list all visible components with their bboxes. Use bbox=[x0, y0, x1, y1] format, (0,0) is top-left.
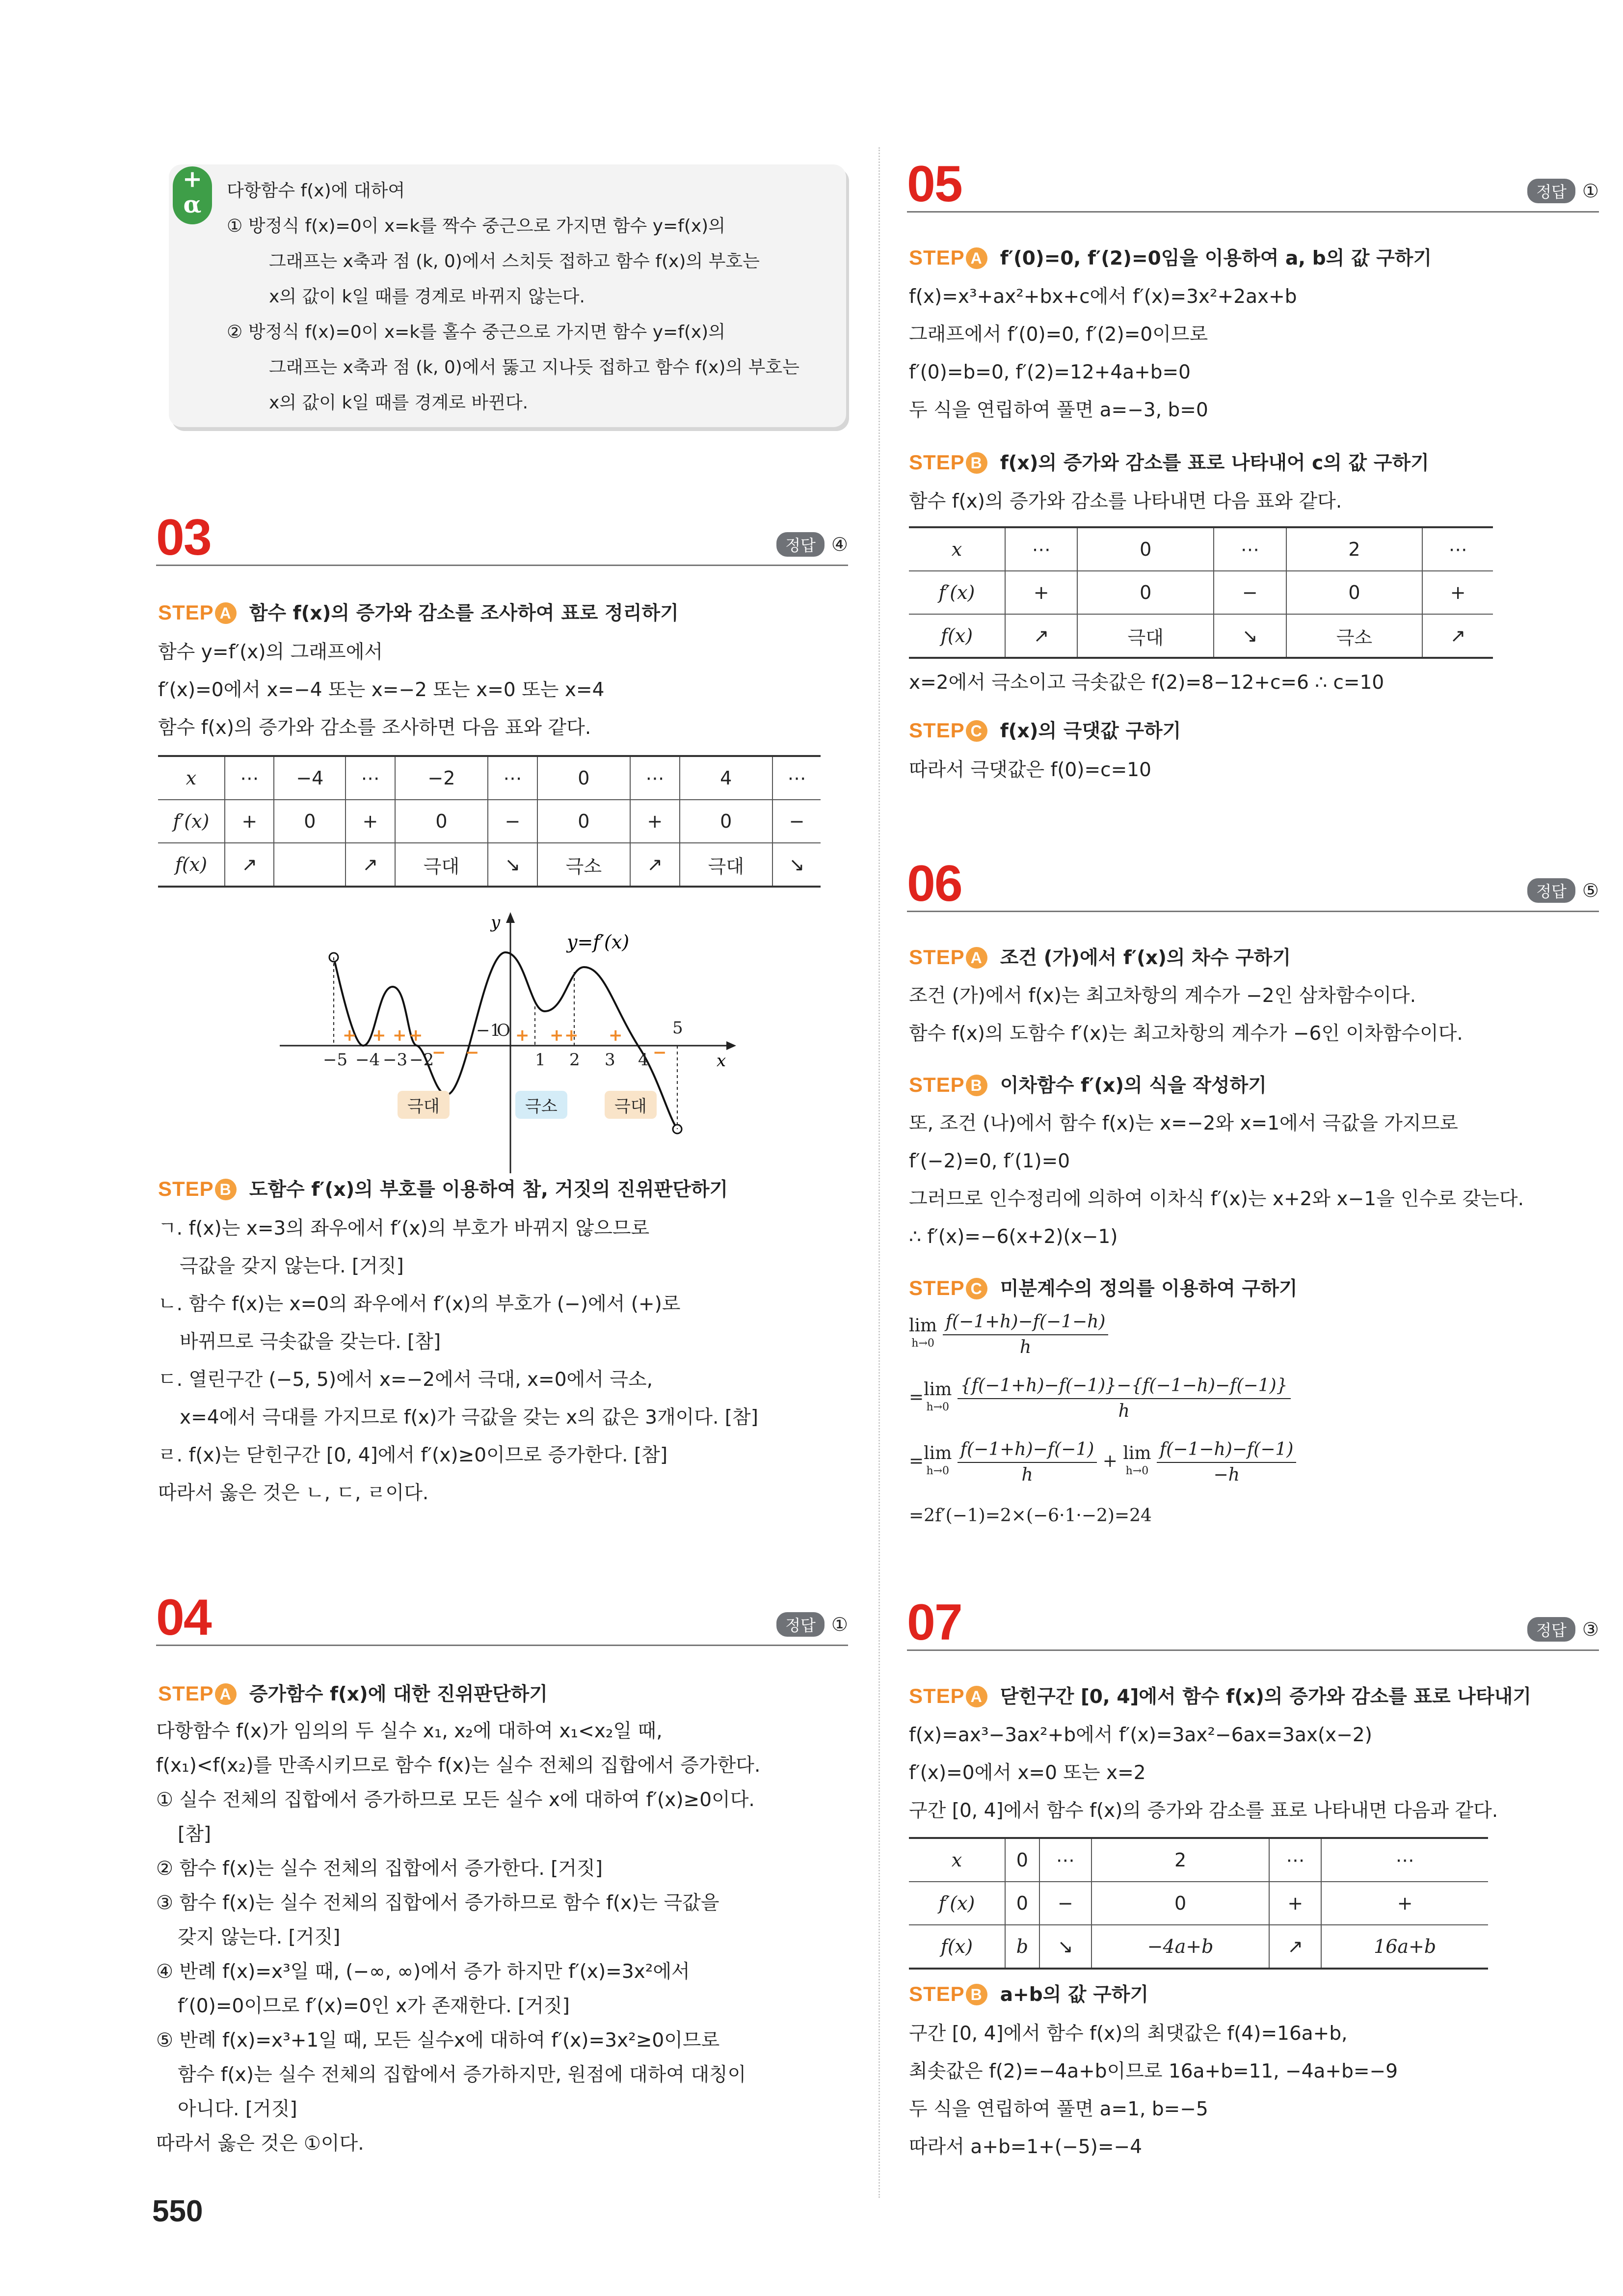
answer-badge: 정답 bbox=[1527, 1617, 1575, 1642]
table-cell: 2 bbox=[1286, 527, 1423, 571]
table-cell: ⋯ bbox=[346, 756, 395, 800]
table-cell: x bbox=[909, 527, 1005, 571]
step-b-heading: STEP B 이차함수 f′(x)의 식을 작성하기 bbox=[909, 1073, 1267, 1097]
table-cell: 0 bbox=[274, 800, 346, 843]
text-line: 함수 y=f′(x)의 그래프에서 bbox=[158, 641, 383, 663]
table-cell: − bbox=[1039, 1882, 1091, 1925]
table-cell: 0 bbox=[1077, 527, 1214, 571]
svg-text:+: + bbox=[550, 1026, 564, 1045]
svg-text:+: + bbox=[515, 1026, 530, 1045]
answer-value: ⑤ bbox=[1582, 880, 1599, 901]
answer-value: ③ bbox=[1582, 1619, 1599, 1640]
table-cell: −4 bbox=[274, 756, 346, 800]
table-cell: − bbox=[488, 800, 537, 843]
derivation-row-1 bbox=[909, 1310, 1296, 1374]
table-row bbox=[909, 1925, 1488, 1969]
problem-03-table bbox=[158, 755, 821, 888]
problem-03-step-a-text bbox=[158, 633, 604, 747]
answer-value: ① bbox=[1582, 180, 1599, 202]
step-b-heading: STEP B 도함수 f′(x)의 부호를 이용하여 참, 거짓의 진위판단하기 bbox=[158, 1177, 728, 1201]
table-cell: −2 bbox=[395, 756, 488, 800]
step-a-heading: STEP A 닫힌구간 [0, 4]에서 함수 f(x)의 증가와 감소를 표로 나타내기 bbox=[909, 1684, 1531, 1708]
table-cell: 극소 bbox=[1286, 614, 1423, 658]
fraction: $\frac{f(-1+h)-f(-1-h)}{h}$ bbox=[943, 1310, 1109, 1360]
table-cell: ↗ bbox=[1422, 614, 1493, 658]
answer bbox=[1527, 179, 1599, 203]
step-c-heading: STEP C f(x)의 극댓값 구하기 bbox=[909, 719, 1181, 742]
text-line: 구간 [0, 4]에서 함수 f(x)의 최댓값은 f(4)=16a+b, bbox=[909, 2023, 1348, 2045]
step-title: 이차함수 f′(x)의 식을 작성하기 bbox=[1000, 1075, 1267, 1097]
table-row bbox=[909, 614, 1493, 658]
table-cell: ↗ bbox=[225, 843, 274, 887]
text-line: 다항함수 f(x)가 임의의 두 실수 x₁, x₂에 대하여 x₁<x₂일 때, bbox=[156, 1720, 663, 1742]
text-line: f(x₁)<f(x₂)를 만족시키므로 함수 f(x)는 실수 전체의 집합에서 증가한다. bbox=[156, 1755, 761, 1777]
tip-line: ① 방정식 f(x)=0이 x=k를 짝수 중근으로 가지면 함수 y=f(x)의 bbox=[227, 216, 726, 236]
table-cell: − bbox=[772, 800, 821, 843]
table-cell: f(x) bbox=[909, 614, 1005, 658]
lim-operator: lim h→0 bbox=[909, 1316, 937, 1350]
text-line: ㄱ. f(x)는 x=3의 좌우에서 f′(x)의 부호가 바뀌지 않으므로 bbox=[158, 1217, 650, 1240]
problem-07-table bbox=[909, 1837, 1488, 1970]
answer bbox=[776, 1612, 848, 1637]
table-row bbox=[909, 571, 1493, 614]
svg-text:−: − bbox=[432, 1043, 446, 1062]
text-line: 따라서 옳은 것은 ㄴ, ㄷ, ㄹ이다. bbox=[158, 1482, 429, 1504]
problem-03-header bbox=[156, 511, 848, 566]
tip-line: 그래프는 x축과 점 (k, 0)에서 뚫고 지나듯 접하고 함수 f(x)의 부호는 bbox=[269, 357, 799, 378]
text-line: [참] bbox=[178, 1823, 212, 1845]
text-line: 따라서 극댓값은 f(0)=c=10 bbox=[909, 759, 1151, 781]
tick-label: −3 bbox=[383, 1050, 408, 1070]
answer bbox=[1527, 1617, 1599, 1642]
table-cell: f′(x) bbox=[909, 571, 1005, 614]
svg-text:+: + bbox=[609, 1026, 623, 1045]
step-c-heading: STEP C 미분계수의 정의를 이용하여 구하기 bbox=[909, 1276, 1298, 1300]
problem-07-step-a-text bbox=[909, 1716, 1498, 1830]
step-a-heading: STEP A 함수 f(x)의 증가와 감소를 조사하여 표로 정리하기 bbox=[158, 601, 679, 624]
text-line: 함수 f(x)의 증가와 감소를 조사하면 다음 표와 같다. bbox=[158, 717, 591, 739]
text-line: 함수 f(x)의 도함수 f′(x)는 최고차항의 계수가 −6인 이차함수이다. bbox=[909, 1023, 1463, 1045]
step-badge: B bbox=[966, 452, 987, 474]
x-axis-arrow bbox=[726, 1041, 736, 1050]
step-a-heading: STEP A 조건 (가)에서 f′(x)의 차수 구하기 bbox=[909, 945, 1291, 969]
table-row bbox=[158, 800, 821, 843]
table-cell: 4 bbox=[680, 756, 772, 800]
problem-05-header bbox=[907, 157, 1599, 213]
plus-alpha-icon: + α bbox=[173, 166, 212, 224]
table-cell: + bbox=[1269, 1882, 1321, 1925]
text-line: ③ 함수 f(x)는 실수 전체의 집합에서 증가하므로 함수 f(x)는 극값을 bbox=[156, 1892, 719, 1914]
lim-operator: lim h→0 bbox=[924, 1379, 952, 1413]
step-title: f′(0)=0, f′(2)=0임을 이용하여 a, b의 값 구하기 bbox=[1000, 247, 1432, 270]
derivation-row-2: =lim h→0 $\frac{\{f(-1+h)-f(-1)\}-\{f(-1-h)-f(-1)\}}{h}$ bbox=[909, 1374, 1296, 1437]
table-cell: ⋯ bbox=[1005, 527, 1077, 571]
step-badge: B bbox=[966, 1075, 987, 1096]
text-line: 최솟값은 f(2)=−4a+b이므로 16a+b=11, −4a+b=−9 bbox=[909, 2060, 1398, 2082]
step-b-heading: STEP B f(x)의 증가와 감소를 표로 나타내어 c의 값 구하기 bbox=[909, 451, 1429, 474]
step-badge: A bbox=[215, 602, 237, 624]
problem-05-table bbox=[909, 526, 1493, 659]
problem-number: 05 bbox=[907, 156, 962, 213]
table-cell: ⋯ bbox=[1039, 1838, 1091, 1882]
table-cell: f′(x) bbox=[158, 800, 225, 843]
tick-label: 4 bbox=[638, 1050, 649, 1070]
table-cell: b bbox=[1005, 1925, 1039, 1969]
text-line: 따라서 a+b=1+(−5)=−4 bbox=[909, 2136, 1143, 2158]
local-max-label: 극대 bbox=[398, 1091, 450, 1119]
table-cell: 16a+b bbox=[1321, 1925, 1488, 1969]
step-title: a+b의 값 구하기 bbox=[1000, 1984, 1149, 2006]
answer-value: ④ bbox=[831, 534, 848, 555]
table-cell: + bbox=[225, 800, 274, 843]
table-row bbox=[158, 843, 821, 887]
page-number: 550 bbox=[152, 2194, 203, 2228]
step-title: 닫힌구간 [0, 4]에서 함수 f(x)의 증가와 감소를 표로 나타내기 bbox=[1000, 1686, 1531, 1708]
table-cell: f′(x) bbox=[909, 1882, 1005, 1925]
problem-07-step-b-text bbox=[909, 2015, 1398, 2166]
table-cell: + bbox=[346, 800, 395, 843]
table-cell: 0 bbox=[680, 800, 772, 843]
text-line: 극값을 갖지 않는다. [거짓] bbox=[180, 1255, 404, 1277]
column-divider bbox=[878, 147, 880, 2198]
tick-label: −5 bbox=[323, 1050, 348, 1070]
table-cell: 극대 bbox=[680, 843, 772, 887]
y-axis-label: y bbox=[491, 913, 501, 932]
table-cell: ↘ bbox=[488, 843, 537, 887]
table-cell: ⋯ bbox=[1214, 527, 1286, 571]
text-line: f(x)=ax³−3ax²+b에서 f′(x)=3ax²−6ax=3ax(x−2) bbox=[909, 1724, 1372, 1746]
text-line: 함수 f(x)는 실수 전체의 집합에서 증가하지만, 원점에 대하여 대칭이 bbox=[178, 2064, 746, 2086]
table-cell: 0 bbox=[1005, 1882, 1039, 1925]
table-cell: ↘ bbox=[1039, 1925, 1091, 1969]
problem-05-step-b-text bbox=[909, 483, 1342, 520]
step-badge: C bbox=[966, 720, 987, 742]
table-row bbox=[909, 1838, 1488, 1882]
tick-label: 1 bbox=[535, 1050, 546, 1070]
fraction: $\frac{\{f(-1+h)-f(-1)\}-\{f(-1-h)-f(-1)\}}{h}$ bbox=[958, 1374, 1291, 1424]
text-line: 따라서 옳은 것은 ①이다. bbox=[156, 2133, 364, 2155]
step-badge: A bbox=[215, 1683, 237, 1705]
fraction: $\frac{f(-1-h)-f(-1)}{-h}$ bbox=[1157, 1437, 1296, 1487]
step-title: 증가함수 f(x)에 대한 진위판단하기 bbox=[249, 1683, 548, 1705]
tick-label: −2 bbox=[409, 1050, 434, 1070]
table-cell: − bbox=[1214, 571, 1286, 614]
problem-05-step-a-text bbox=[909, 278, 1297, 429]
problem-07-header bbox=[907, 1595, 1599, 1651]
table-cell: ⋯ bbox=[1422, 527, 1493, 571]
fraction: $\frac{f(-1+h)-f(-1)}{h}$ bbox=[958, 1437, 1097, 1487]
text-line: 그러므로 인수정리에 의하여 이차식 f′(x)는 x+2와 x−1을 인수로 갖는다. bbox=[909, 1188, 1524, 1210]
svg-text:+: + bbox=[409, 1026, 423, 1045]
problem-04-header bbox=[156, 1591, 848, 1646]
table-cell: −4a+b bbox=[1091, 1925, 1270, 1969]
tip-line: 그래프는 x축과 점 (k, 0)에서 스치듯 접하고 함수 f(x)의 부호는 bbox=[269, 251, 760, 271]
tick-label: 5 bbox=[672, 1018, 683, 1038]
problem-number: 03 bbox=[156, 509, 211, 566]
step-badge: B bbox=[215, 1179, 237, 1200]
table-row bbox=[909, 527, 1493, 571]
table-cell: ↗ bbox=[1269, 1925, 1321, 1969]
text-line: 또, 조건 (나)에서 함수 f(x)는 x=−2와 x=1에서 극값을 가지므로 bbox=[909, 1112, 1458, 1134]
step-title: 미분계수의 정의를 이용하여 구하기 bbox=[1000, 1278, 1298, 1300]
step-title: f(x)의 증가와 감소를 표로 나타내어 c의 값 구하기 bbox=[1000, 452, 1429, 474]
lim-operator: lim h→0 bbox=[1123, 1443, 1151, 1477]
text-line: 아니다. [거짓] bbox=[178, 2098, 297, 2120]
table-cell: 0 bbox=[1286, 571, 1423, 614]
table-cell: 0 bbox=[1077, 571, 1214, 614]
table-cell: ⋯ bbox=[1321, 1838, 1488, 1882]
table-cell: ↘ bbox=[772, 843, 821, 887]
text-line: ∴ f′(x)=−6(x+2)(x−1) bbox=[909, 1226, 1118, 1248]
tip-line: x의 값이 k일 때를 경계로 바뀐다. bbox=[269, 393, 529, 413]
table-cell: + bbox=[1005, 571, 1077, 614]
problem-number: 04 bbox=[156, 1589, 211, 1646]
table-cell: 2 bbox=[1091, 1838, 1270, 1882]
y-axis-arrow bbox=[506, 912, 515, 923]
tick-label: O bbox=[497, 1021, 510, 1040]
text-line: f(x)=x³+ax²+bx+c에서 f′(x)=3x²+2ax+b bbox=[909, 286, 1297, 308]
problem-06-step-b-text bbox=[909, 1105, 1524, 1256]
lim-operator: lim h→0 bbox=[924, 1443, 952, 1477]
text-line: ① 실수 전체의 집합에서 증가하므로 모든 실수 x에 대하여 f′(x)≥0이다. bbox=[156, 1789, 755, 1811]
step-badge: B bbox=[966, 1984, 987, 2005]
table-cell: ↗ bbox=[346, 843, 395, 887]
table-cell: ⋯ bbox=[772, 756, 821, 800]
table-cell: + bbox=[1422, 571, 1493, 614]
table-cell: 극대 bbox=[1077, 614, 1214, 658]
answer-value: ① bbox=[831, 1614, 848, 1635]
step-a-heading: STEP A 증가함수 f(x)에 대한 진위판단하기 bbox=[158, 1682, 548, 1705]
svg-text:−: − bbox=[653, 1043, 667, 1062]
table-cell: ⋯ bbox=[488, 756, 537, 800]
answer-badge: 정답 bbox=[776, 532, 825, 557]
problem-03-step-b-text bbox=[158, 1210, 758, 1512]
step-badge: A bbox=[966, 1686, 987, 1707]
problem-06-header bbox=[907, 857, 1599, 912]
table-cell: 극대 bbox=[395, 843, 488, 887]
table-cell: 0 bbox=[537, 800, 630, 843]
text-line: 구간 [0, 4]에서 함수 f(x)의 증가와 감소를 표로 나타내면 다음과 같다. bbox=[909, 1800, 1498, 1822]
step-title: f(x)의 극댓값 구하기 bbox=[1000, 720, 1181, 742]
text-line: x=2에서 극소이고 극솟값은 f(2)=8−12+c=6 ∴ c=10 bbox=[909, 672, 1384, 694]
text-line: ㄷ. 열린구간 (−5, 5)에서 x=−2에서 극대, x=0에서 극소, bbox=[158, 1369, 653, 1391]
text-line: ㄴ. 함수 f(x)는 x=0의 좌우에서 f′(x)의 부호가 (−)에서 (+)로 bbox=[158, 1293, 681, 1315]
table-cell: f(x) bbox=[909, 1925, 1005, 1969]
text-line: ⑤ 반례 f(x)=x³+1일 때, 모든 실수x에 대하여 f′(x)=3x²≥0이므로 bbox=[156, 2029, 720, 2052]
svg-text:+: + bbox=[343, 1026, 357, 1045]
answer-badge: 정답 bbox=[776, 1612, 825, 1637]
tip-line: ② 방정식 f(x)=0이 x=k를 홀수 중근으로 가지면 함수 y=f(x)의 bbox=[227, 322, 726, 342]
answer bbox=[1527, 878, 1599, 903]
table-cell: ↗ bbox=[630, 843, 679, 887]
table-cell: 0 bbox=[1005, 1838, 1039, 1882]
text-line: ㄹ. f(x)는 닫힌구간 [0, 4]에서 f′(x)≥0이므로 증가한다. [참] bbox=[158, 1444, 668, 1466]
svg-text:+: + bbox=[393, 1026, 407, 1045]
step-badge: C bbox=[966, 1278, 987, 1299]
derivation-row-3: =lim h→0 $\frac{f(-1+h)-f(-1)}{h}$ + lim h→0 $\frac{f(-1-h)-f(-1)}{-h}$ bbox=[909, 1437, 1296, 1501]
table-cell: + bbox=[1321, 1882, 1488, 1925]
table-row bbox=[158, 756, 821, 800]
limit-derivation bbox=[909, 1310, 1296, 1531]
text-line: f′(0)=0이므로 f′(x)=0인 x가 존재한다. [거짓] bbox=[178, 1995, 570, 2017]
table-cell: ↗ bbox=[1005, 614, 1077, 658]
x-axis-label: x bbox=[717, 1051, 726, 1071]
text-line: 조건 (가)에서 f(x)는 최고차항의 계수가 −2인 삼차함수이다. bbox=[909, 985, 1416, 1007]
local-max-label: 극대 bbox=[605, 1091, 657, 1119]
answer-badge: 정답 bbox=[1527, 179, 1575, 203]
table-cell: 0 bbox=[1091, 1882, 1270, 1925]
table-cell: x bbox=[158, 756, 225, 800]
graph-svg bbox=[260, 908, 756, 1183]
table-cell: 0 bbox=[537, 756, 630, 800]
local-min-label: 극소 bbox=[515, 1091, 567, 1119]
problem-number: 06 bbox=[907, 855, 962, 912]
tip-box bbox=[169, 164, 846, 427]
problem-05-step-c-text bbox=[909, 751, 1151, 789]
function-label: y=f′(x) bbox=[567, 931, 630, 953]
text-line: f′(x)=0에서 x=−4 또는 x=−2 또는 x=0 또는 x=4 bbox=[158, 679, 605, 701]
problem-04-text bbox=[156, 1714, 760, 2161]
svg-text:+: + bbox=[564, 1026, 579, 1045]
text-line: ② 함수 f(x)는 실수 전체의 집합에서 증가한다. [거짓] bbox=[156, 1858, 603, 1880]
table-cell: f(x) bbox=[158, 843, 225, 887]
derivation-result: =2f′(−1)=2×(−6·1·−2)=24 bbox=[909, 1506, 1152, 1526]
table-cell: ⋯ bbox=[1269, 1838, 1321, 1882]
text-line: ④ 반례 f(x)=x³일 때, (−∞, ∞)에서 증가 하지만 f′(x)=3x²에서 bbox=[156, 1961, 690, 1983]
tip-line: 다항함수 f(x)에 대하여 bbox=[227, 181, 405, 201]
text-line: f′(−2)=0, f′(1)=0 bbox=[909, 1150, 1070, 1172]
table-cell: 극소 bbox=[537, 843, 630, 887]
text-line: 함수 f(x)의 증가와 감소를 나타내면 다음 표와 같다. bbox=[909, 490, 1342, 513]
derivative-graph bbox=[260, 908, 756, 1183]
svg-text:−: − bbox=[465, 1043, 479, 1062]
text-line: 바뀌므로 극솟값을 갖는다. [참] bbox=[180, 1331, 441, 1353]
table-cell bbox=[274, 843, 346, 887]
table-cell: x bbox=[909, 1838, 1005, 1882]
step-title: 조건 (가)에서 f′(x)의 차수 구하기 bbox=[1000, 947, 1291, 969]
problem-05-step-b-result bbox=[909, 664, 1384, 702]
tick-label: −4 bbox=[355, 1050, 380, 1070]
text-line: 그래프에서 f′(0)=0, f′(2)=0이므로 bbox=[909, 324, 1208, 346]
step-badge: A bbox=[966, 947, 987, 969]
problem-06-step-a-text bbox=[909, 977, 1463, 1053]
answer-badge: 정답 bbox=[1527, 878, 1575, 903]
step-title: 도함수 f′(x)의 부호를 이용하여 참, 거짓의 진위판단하기 bbox=[249, 1179, 728, 1201]
table-cell: ⋯ bbox=[630, 756, 679, 800]
text-line: f′(x)=0에서 x=0 또는 x=2 bbox=[909, 1762, 1146, 1784]
text-line: 두 식을 연립하여 풀면 a=−3, b=0 bbox=[909, 399, 1208, 421]
tick-label: 2 bbox=[569, 1050, 580, 1070]
tip-line: x의 값이 k일 때를 경계로 바뀌지 않는다. bbox=[269, 287, 585, 307]
text-line: 두 식을 연립하여 풀면 a=1, b=−5 bbox=[909, 2098, 1208, 2120]
text-line: 갖지 않는다. [거짓] bbox=[178, 1926, 341, 1948]
tick-label: −1 bbox=[476, 1021, 501, 1040]
text-line: f′(0)=b=0, f′(2)=12+4a+b=0 bbox=[909, 361, 1191, 383]
text-line: x=4에서 극대를 가지므로 f(x)가 극값을 갖는 x의 값은 3개이다. [참] bbox=[180, 1406, 758, 1429]
svg-text:+: + bbox=[372, 1026, 386, 1045]
step-badge: A bbox=[966, 247, 987, 269]
step-a-heading: STEP A f′(0)=0, f′(2)=0임을 이용하여 a, b의 값 구하기 bbox=[909, 246, 1432, 270]
table-cell: ⋯ bbox=[225, 756, 274, 800]
tip-text bbox=[227, 173, 799, 421]
table-cell: + bbox=[630, 800, 679, 843]
problem-number: 07 bbox=[907, 1594, 962, 1651]
table-cell: 0 bbox=[395, 800, 488, 843]
table-cell: ↘ bbox=[1214, 614, 1286, 658]
answer bbox=[776, 532, 848, 557]
step-title: 함수 f(x)의 증가와 감소를 조사하여 표로 정리하기 bbox=[249, 602, 679, 624]
tick-label: 3 bbox=[605, 1050, 615, 1070]
table-row bbox=[909, 1882, 1488, 1925]
step-b-heading: STEP B a+b의 값 구하기 bbox=[909, 1982, 1149, 2006]
